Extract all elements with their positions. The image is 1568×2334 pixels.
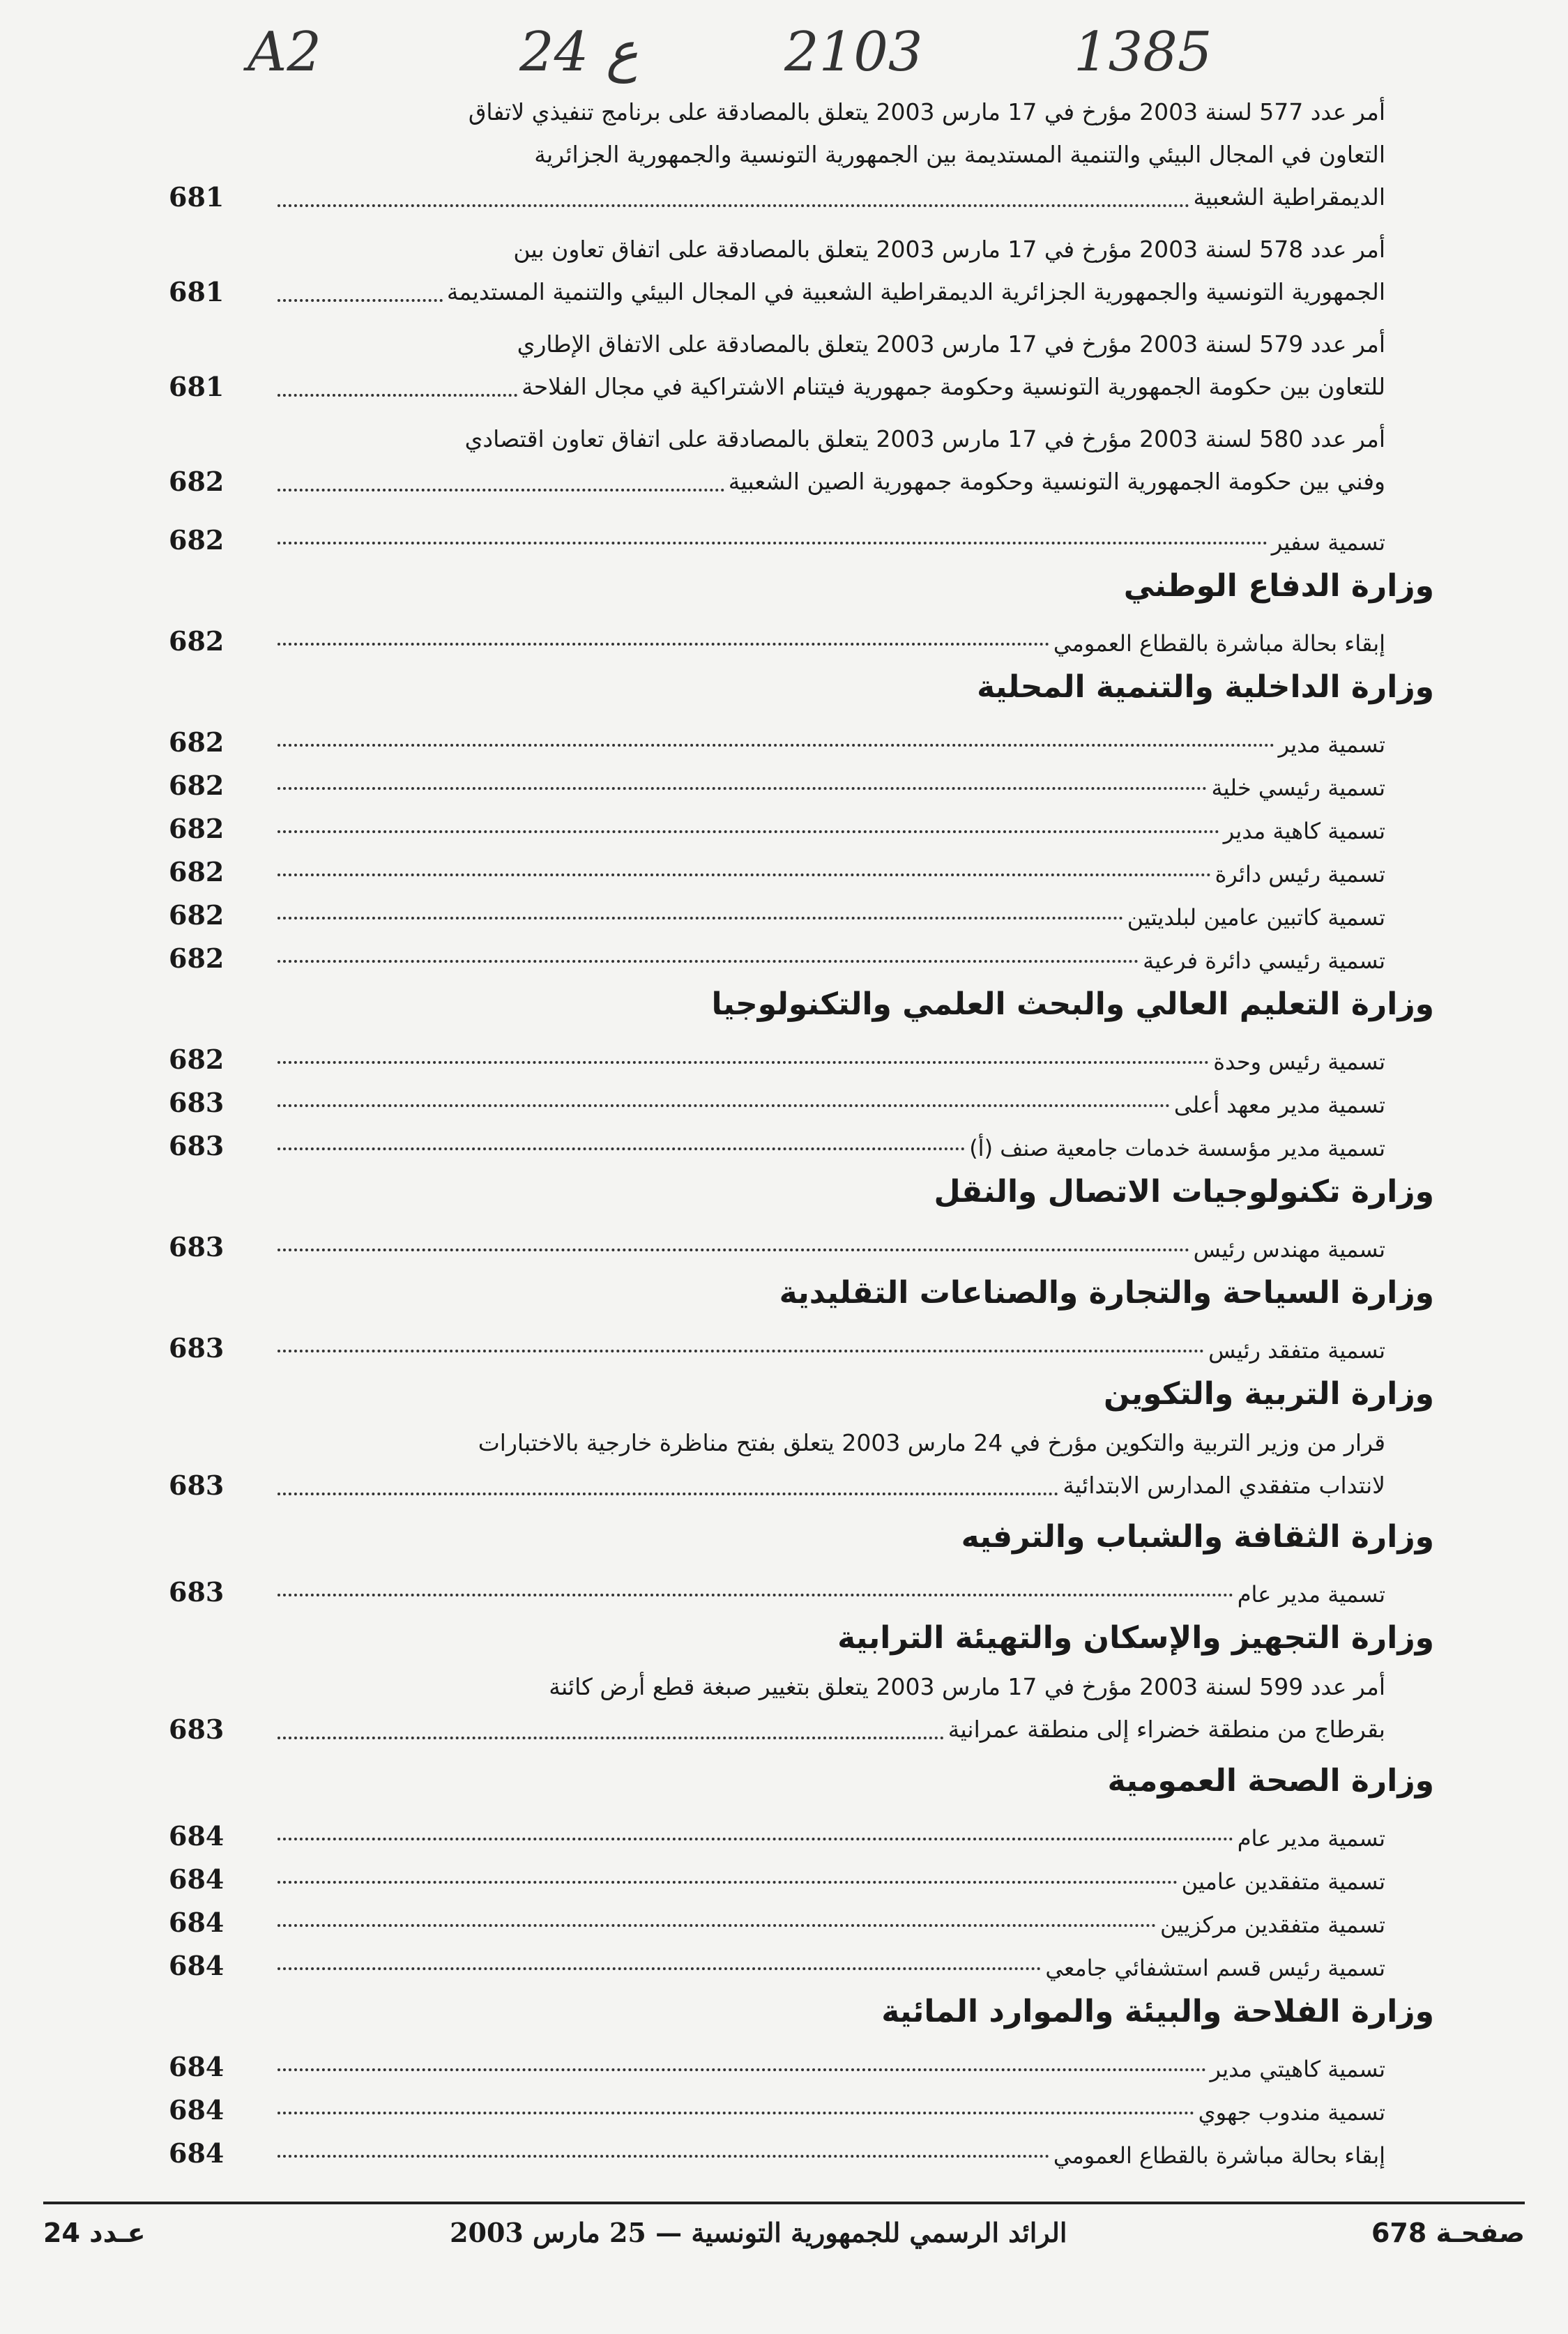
- footer-page-number: صفحـة 678: [1371, 2217, 1525, 2248]
- toc-entry[interactable]: [169, 1938, 1385, 1981]
- page-number: 683: [169, 1130, 224, 1161]
- page-number: 681: [169, 276, 224, 307]
- dot-leader: [277, 1249, 1189, 1251]
- dot-leader: [277, 1594, 1233, 1596]
- dot-leader: [277, 1104, 1170, 1107]
- page-number: 684: [169, 1820, 224, 1852]
- toc-entry-label: تسمية مدير عام: [1237, 1825, 1385, 1852]
- toc-entry[interactable]: [169, 1219, 1385, 1263]
- handwritten-note-d: 1385: [1074, 21, 1212, 84]
- toc-entry-label: تسمية رئيسي خلية: [1211, 775, 1385, 801]
- dot-leader: [277, 299, 443, 302]
- toc-entry-label: تسمية متفقدين عامين: [1181, 1868, 1385, 1895]
- toc-entry-label: تسمية مندوب جهوي: [1198, 2099, 1385, 2126]
- toc-entry[interactable]: [169, 228, 1385, 313]
- toc-entry-label: تسمية رئيس قسم استشفائي جامعي: [1045, 1955, 1385, 1981]
- footer-journal-title: الرائد الرسمي للجمهورية التونسية — 25 مارس 2003: [450, 2217, 1067, 2248]
- page-number: 682: [169, 625, 224, 657]
- toc-entry-text: [273, 91, 1385, 218]
- toc-entry-label: تسمية كاهية مدير: [1223, 818, 1385, 844]
- section-heading: وزارة التجهيز والإسكان والتهيئة الترابية: [837, 1620, 1434, 1656]
- dot-leader: [277, 1147, 965, 1150]
- section-heading: وزارة الداخلية والتنمية المحلية: [977, 669, 1434, 705]
- dot-leader: [277, 489, 724, 491]
- toc-entry-label: تسمية رئيس وحدة: [1213, 1048, 1385, 1075]
- page-number: 683: [169, 1332, 224, 1364]
- toc-entry[interactable]: [169, 1808, 1385, 1852]
- handwritten-note-c: 2103: [784, 21, 923, 84]
- toc-entry-label: تسمية مدير: [1278, 731, 1385, 758]
- toc-entry-line: بقرطاج من منطقة خضراء إلى منطقة عمرانية: [947, 1716, 1385, 1743]
- toc-entry-line: التعاون في المجال البيئي والتنمية المستديمة بين الجمهورية التونسية والجمهورية الجزائرية: [534, 141, 1385, 168]
- dot-leader: [277, 542, 1268, 544]
- page-number: 682: [169, 726, 224, 758]
- section-heading: وزارة الثقافة والشباب والترفيه: [961, 1519, 1434, 1555]
- toc-entry-text: [273, 418, 1385, 503]
- toc-entry[interactable]: [169, 1895, 1385, 1938]
- toc-entry[interactable]: [169, 91, 1385, 218]
- handwritten-note-a: A2: [248, 21, 321, 84]
- page-number: 682: [169, 813, 224, 844]
- page-footer: [43, 2217, 1525, 2248]
- toc-entry-line: قرار من وزير التربية والتكوين مؤرخ في 24 مارس 2003 يتعلق بفتح مناظرة خارجية بالاختبارات: [478, 1429, 1385, 1456]
- toc-entry-text: [273, 323, 1385, 408]
- table-of-contents: [169, 91, 1434, 2169]
- dot-leader: [277, 2155, 1049, 2158]
- footer-issue-number: عـدد 24: [43, 2217, 146, 2248]
- section-heading: وزارة التعليم العالي والبحث العلمي والتكنولوجيا: [711, 986, 1434, 1022]
- dot-leader: [277, 960, 1139, 963]
- section-heading: وزارة تكنولوجيات الاتصال والنقل: [934, 1174, 1434, 1210]
- toc-entry-line: لانتداب متفقدي المدارس الابتدائية: [1063, 1472, 1385, 1499]
- page-number: 683: [169, 1087, 224, 1118]
- footer-rule: [43, 2202, 1525, 2204]
- toc-entry[interactable]: [169, 931, 1385, 974]
- dot-leader: [277, 1493, 1058, 1495]
- toc-entry[interactable]: [169, 1421, 1385, 1507]
- dot-leader: [277, 1737, 944, 1739]
- toc-entry[interactable]: [169, 323, 1385, 408]
- page-number: 684: [169, 2094, 224, 2126]
- page-number: 684: [169, 1907, 224, 1938]
- toc-entry-text: [273, 228, 1385, 313]
- toc-entry[interactable]: [169, 418, 1385, 503]
- toc-entry-line: أمر عدد 580 لسنة 2003 مؤرخ في 17 مارس 2003 يتعلق بالمصادقة على اتفاق تعاون اقتصادي: [464, 425, 1385, 452]
- toc-entry-label: تسمية متفقدين مركزيين: [1160, 1912, 1385, 1938]
- dot-leader: [277, 917, 1123, 920]
- toc-entry-line: للتعاون بين حكومة الجمهورية التونسية وحكومة جمهورية فيتنام الاشتراكية في مجال الفلاحة: [522, 373, 1385, 400]
- toc-entry-label: تسمية رئيسي دائرة فرعية: [1143, 947, 1385, 974]
- dot-leader: [277, 1061, 1209, 1064]
- dot-leader: [277, 1881, 1178, 1884]
- toc-entry[interactable]: [169, 2082, 1385, 2126]
- dot-leader: [277, 744, 1274, 747]
- dot-leader: [277, 2068, 1206, 2071]
- dot-leader: [277, 787, 1207, 790]
- page-number: 683: [169, 1576, 224, 1608]
- dot-leader: [277, 1350, 1204, 1352]
- page-number: 684: [169, 2051, 224, 2082]
- dot-leader: [277, 1838, 1233, 1840]
- dot-leader: [277, 394, 517, 397]
- toc-entry[interactable]: [169, 801, 1385, 844]
- section-heading: وزارة السياحة والتجارة والصناعات التقليدية: [779, 1275, 1434, 1311]
- toc-entry[interactable]: [169, 1075, 1385, 1118]
- toc-entry[interactable]: [169, 887, 1385, 931]
- toc-entry-label: تسمية مدير عام: [1237, 1581, 1385, 1608]
- dot-leader: [277, 1967, 1041, 1970]
- toc-entry[interactable]: [169, 1665, 1385, 1750]
- toc-entry[interactable]: [169, 613, 1385, 657]
- page-number: 684: [169, 1950, 224, 1981]
- toc-entry-line: وفني بين حكومة الجمهورية التونسية وحكومة جمهورية الصين الشعبية: [728, 468, 1385, 495]
- page-number: 683: [169, 1470, 224, 1501]
- dot-leader: [277, 2112, 1194, 2114]
- toc-entry-label: إبقاء بحالة مباشرة بالقطاع العمومي: [1053, 2142, 1385, 2169]
- toc-entry-label: إبقاء بحالة مباشرة بالقطاع العمومي: [1053, 630, 1385, 657]
- toc-entry-label: تسمية سفير: [1271, 529, 1385, 556]
- toc-entry[interactable]: [169, 1564, 1385, 1608]
- dot-leader: [277, 643, 1049, 646]
- toc-entry-line: أمر عدد 599 لسنة 2003 مؤرخ في 17 مارس 2003 يتعلق بتغيير صبغة قطع أرض كائنة: [549, 1673, 1385, 1700]
- section-heading: وزارة الصحة العمومية: [1107, 1763, 1434, 1799]
- toc-entry[interactable]: [169, 1118, 1385, 1161]
- page-number: 683: [169, 1714, 224, 1745]
- page-number: 682: [169, 466, 224, 497]
- dot-leader: [277, 1924, 1156, 1927]
- dot-leader: [277, 204, 1189, 207]
- page-number: 683: [169, 1231, 224, 1263]
- toc-entry-label: تسمية مهندس رئيس: [1193, 1236, 1385, 1263]
- toc-entry[interactable]: [169, 715, 1385, 758]
- page-number: 682: [169, 899, 224, 931]
- toc-entry[interactable]: [169, 758, 1385, 801]
- toc-entry-label: تسمية كاهيتي مدير: [1210, 2056, 1385, 2082]
- toc-entry[interactable]: [169, 844, 1385, 887]
- section-heading: وزارة التربية والتكوين: [1103, 1376, 1434, 1412]
- toc-entry-label: تسمية كاتبين عامين لبلديتين: [1127, 904, 1385, 931]
- section-heading: وزارة الفلاحة والبيئة والموارد المائية: [881, 1994, 1434, 2029]
- dot-leader: [277, 874, 1211, 876]
- toc-entry-label: تسمية مدير مؤسسة خدمات جامعية صنف (أ): [969, 1135, 1385, 1161]
- toc-entry-label: تسمية متفقد رئيس: [1208, 1337, 1385, 1364]
- toc-entry[interactable]: [169, 2039, 1385, 2082]
- toc-entry-line: الجمهورية التونسية والجمهورية الجزائرية الديمقراطية الشعبية في المجال البيئي والتنمية المستديمة: [446, 278, 1385, 305]
- toc-entry-label: تسمية رئيس دائرة: [1215, 861, 1385, 887]
- toc-entry[interactable]: [169, 1852, 1385, 1895]
- page-number: 681: [169, 181, 224, 213]
- toc-entry-label: تسمية مدير معهد أعلى: [1173, 1092, 1385, 1118]
- page-number: 681: [169, 371, 224, 402]
- toc-entry[interactable]: [169, 2126, 1385, 2169]
- toc-entry-line: أمر عدد 579 لسنة 2003 مؤرخ في 17 مارس 2003 يتعلق بالمصادقة على الاتفاق الإطاري: [517, 330, 1385, 358]
- page-number: 682: [169, 770, 224, 801]
- toc-entry[interactable]: [169, 1032, 1385, 1075]
- handwritten-note-b: 24 ع: [519, 21, 639, 84]
- toc-entry-text: [273, 1665, 1385, 1750]
- toc-entry-line: الديمقراطية الشعبية: [1193, 183, 1385, 211]
- toc-entry-line: أمر عدد 577 لسنة 2003 مؤرخ في 17 مارس 2003 يتعلق بالمصادقة على برنامج تنفيذي لاتفاق: [468, 98, 1385, 125]
- toc-entry[interactable]: [169, 1320, 1385, 1364]
- section-heading: وزارة الدفاع الوطني: [1123, 568, 1434, 604]
- page-number: 682: [169, 524, 224, 556]
- page-number: 682: [169, 856, 224, 887]
- dot-leader: [277, 830, 1219, 833]
- toc-entry-text: [273, 1421, 1385, 1507]
- page-number: 684: [169, 2137, 224, 2169]
- toc-entry[interactable]: [169, 512, 1385, 556]
- toc-entry-line: أمر عدد 578 لسنة 2003 مؤرخ في 17 مارس 2003 يتعلق بالمصادقة على اتفاق تعاون بين: [513, 236, 1385, 263]
- page-number: 684: [169, 1863, 224, 1895]
- page-number: 682: [169, 1044, 224, 1075]
- page-number: 682: [169, 943, 224, 974]
